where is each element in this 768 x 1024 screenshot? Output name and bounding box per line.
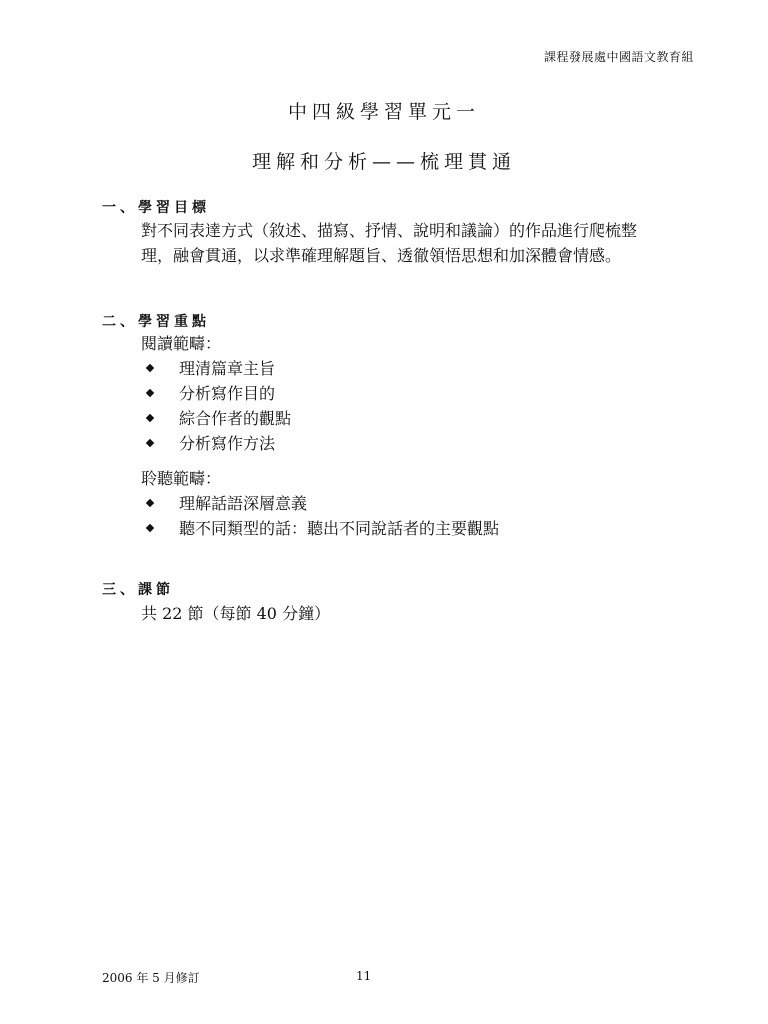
list-item — [141, 406, 701, 431]
lessons-text: 共 22 節（每節 40 分鐘） — [141, 604, 331, 623]
list-item-text: 理解話語深層意義 — [179, 494, 308, 513]
section-heading-focus: 二、學習重點 — [102, 314, 210, 330]
list-item — [141, 381, 701, 406]
diamond-bullet-icon — [146, 499, 154, 507]
list-item-text: 綜合作者的觀點 — [179, 409, 292, 428]
list-item — [141, 356, 701, 381]
diamond-bullet-icon — [146, 524, 154, 532]
reading-domain — [141, 331, 701, 456]
diamond-bullet-icon — [146, 364, 154, 372]
list-item — [141, 516, 701, 541]
section-heading-lessons: 三、課節 — [102, 582, 174, 598]
listening-list — [141, 491, 701, 541]
section-heading-objectives: 一、學習目標 — [102, 200, 210, 216]
listening-domain — [141, 466, 701, 541]
list-item-text: 分析寫作方法 — [179, 434, 276, 453]
header-organization: 課程發展處中國語文教育組 — [543, 50, 694, 64]
diamond-bullet-icon — [146, 439, 154, 447]
objectives-text — [141, 218, 701, 268]
page-number: 11 — [356, 969, 372, 983]
list-item — [141, 491, 701, 516]
objectives-line: 對不同表達方式（敘述、描寫、抒情、說明和議論）的作品進行爬梳整 — [141, 221, 638, 240]
listening-domain-label: 聆聽範疇： — [141, 469, 222, 488]
list-item-text: 聽不同類型的話：聽出不同說話者的主要觀點 — [179, 519, 500, 538]
diamond-bullet-icon — [146, 414, 154, 422]
diamond-bullet-icon — [146, 389, 154, 397]
page-subtitle: 理解和分析——梳理貫通 — [251, 151, 516, 173]
reading-domain-label: 閱讀範疇： — [141, 334, 222, 353]
reading-list — [141, 356, 701, 456]
list-item — [141, 431, 701, 456]
objectives-line: 理，融會貫通，以求準確理解題旨、透徹領悟思想和加深體會情感。 — [141, 246, 622, 265]
footer-revision-date: 2006 年 5 月修訂 — [102, 971, 200, 985]
page-title: 中四級學習單元一 — [287, 101, 480, 123]
list-item-text: 理清篇章主旨 — [179, 359, 276, 378]
list-item-text: 分析寫作目的 — [179, 384, 276, 403]
